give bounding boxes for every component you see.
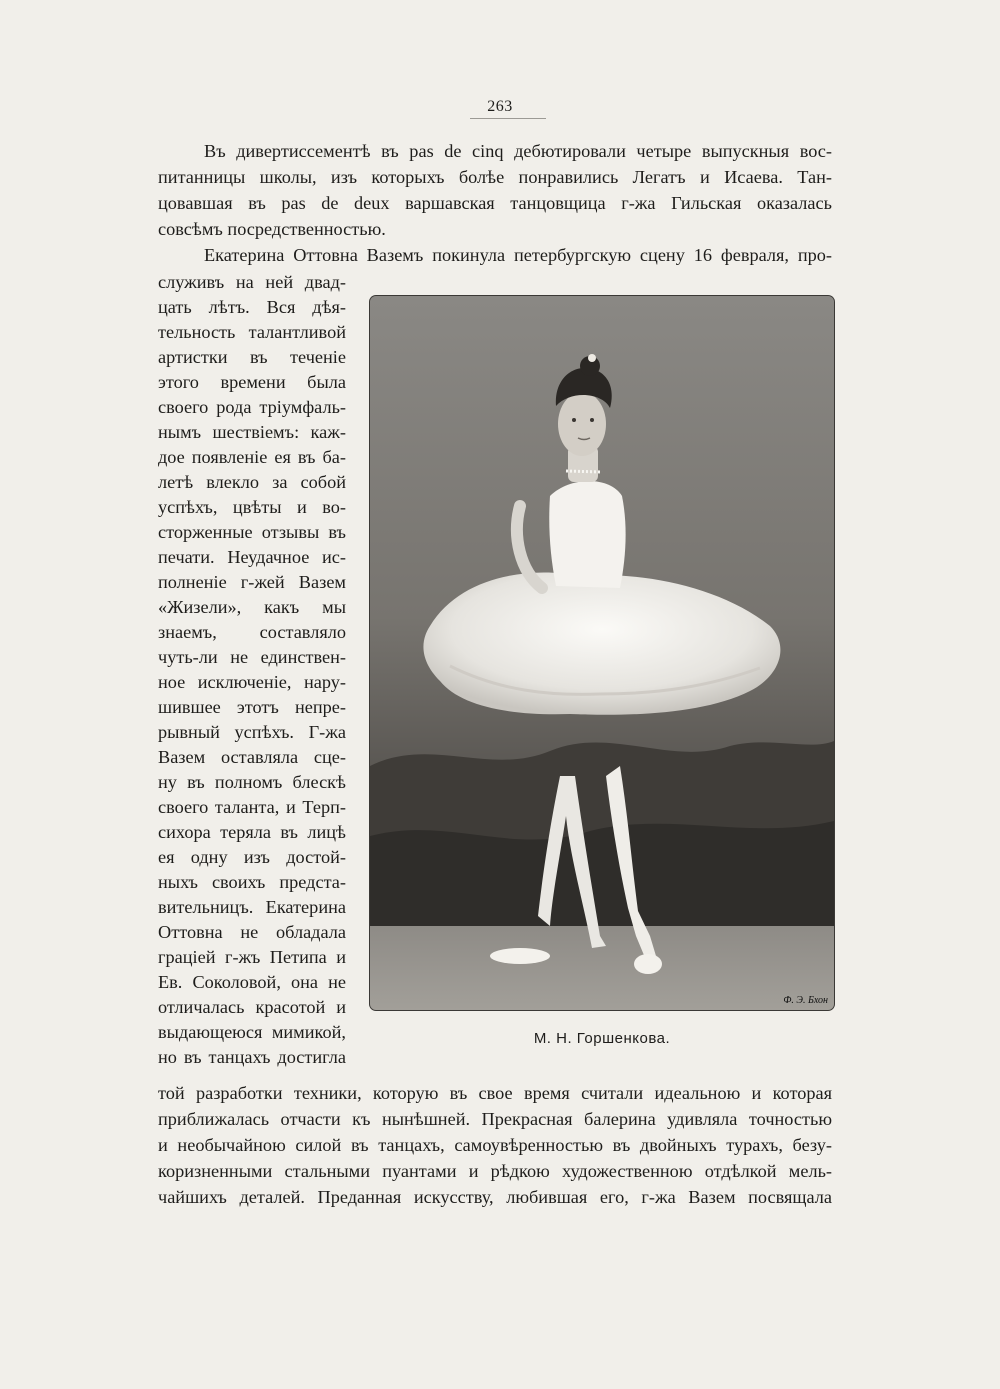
text-line: Вазем оставляла сце- <box>158 747 346 767</box>
figure-caption: М. Н. Горшенкова. <box>533 1030 671 1047</box>
text-line: своего рода тріумфаль- <box>158 397 346 417</box>
text-line: полненіе г-жей Вазем <box>158 572 346 592</box>
text-line: ныхъ своихъ предста- <box>158 872 346 892</box>
text-line: выдающеюся мимикой, <box>158 1022 346 1042</box>
text-line: сторженные отзывы въ <box>158 522 346 542</box>
page-number: 263 <box>487 98 513 115</box>
text-line: этого времени была <box>158 372 346 392</box>
text-line: Ев. Соколовой, она не <box>158 972 346 992</box>
text-line: вительницъ. Екатерина <box>158 897 346 917</box>
text-line: отличалась красотой и <box>158 997 346 1017</box>
text-line: летѣ влекло за собой <box>158 472 346 492</box>
text-line: тельность талантливой <box>158 322 346 342</box>
text-line: знаемъ, составляло <box>158 622 346 642</box>
text-line: шившее этотъ непре- <box>158 697 346 717</box>
text-line: питанницы школы, изъ которыхъ болѣе понравились Легатъ и Исаева. Тан- <box>158 167 832 187</box>
text-line: артистки въ теченіе <box>158 347 346 367</box>
text-line: успѣхъ, цвѣты и во- <box>158 497 346 517</box>
ballerina-photo <box>370 296 834 1010</box>
text-line: печати. Неудачное ис- <box>158 547 346 567</box>
text-line: своего таланта, и Терп- <box>158 797 346 817</box>
text-line: ное исключеніе, нару- <box>158 672 346 692</box>
text-line: Оттовна не обладала <box>158 922 346 942</box>
text-line: совсѣмъ посредственностью. <box>158 219 386 239</box>
text-line: чайшихъ деталей. Преданная искусству, любившая его, г-жа Вазем посвящала <box>158 1187 832 1207</box>
text-line: ея одну изъ достой- <box>158 847 346 867</box>
text-line: чуть-ли не единствен- <box>158 647 346 667</box>
text-line: той разработки техники, которую въ свое время считали идеальною и которая <box>158 1083 832 1103</box>
text-line: цать лѣтъ. Вся дѣя- <box>158 297 346 317</box>
text-line: граціей г-жъ Петипа и <box>158 947 346 967</box>
text-line: рывный успѣхъ. Г-жа <box>158 722 346 742</box>
text-line: Екатерина Оттовна Ваземъ покинула петербургскую сцену 16 февраля, про- <box>204 245 832 265</box>
page-number-rule <box>470 118 546 119</box>
text-line: «Жизели», какъ мы <box>158 597 346 617</box>
text-line: цовавшая въ pas de deux варшавская танцовщица г-жа Гильская оказалась <box>158 193 832 213</box>
ballerina-photo-image <box>370 296 834 1010</box>
text-line: сихора теряла въ лицѣ <box>158 822 346 842</box>
text-line: и необычайною силой въ танцахъ, самоувѣренностью въ двойныхъ турахъ, безу- <box>158 1135 832 1155</box>
photo-signature: Ф. Э. Бхон <box>783 995 828 1006</box>
text-line: но въ танцахъ достигла <box>158 1047 346 1067</box>
text-line: ну въ полномъ блескѣ <box>158 772 346 792</box>
text-line: Въ дивертиссементѣ въ pas de cinq дебютировали четыре выпускныя вос- <box>204 141 832 161</box>
text-line: приближалась отчасти къ нынѣшней. Прекрасная балерина удивляла точностью <box>158 1109 832 1129</box>
text-line: коризненными стальными пуантами и рѣдкою художественною отдѣлкой мель- <box>158 1161 832 1181</box>
text-line: служивъ на ней двад- <box>158 272 346 292</box>
text-line: нымъ шествіемъ: каж- <box>158 422 346 442</box>
text-line: дое появленіе ея въ ба- <box>158 447 346 467</box>
